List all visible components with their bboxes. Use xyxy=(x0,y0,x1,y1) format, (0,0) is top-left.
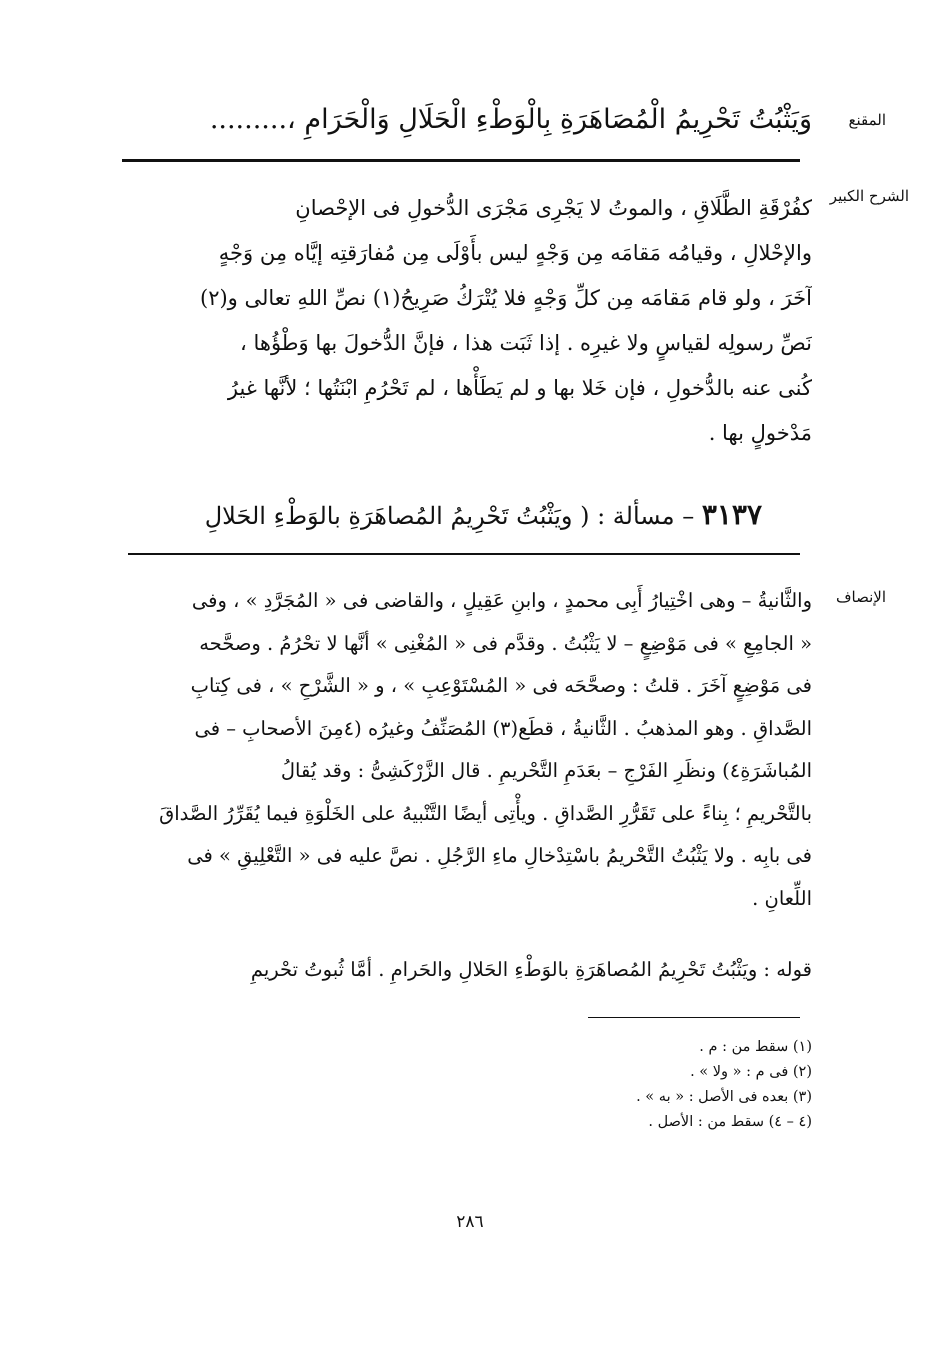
footnote: (٣) بعده فى الأصل : « به » . xyxy=(636,1089,812,1105)
insaf-line: الصَّداقِ . وهو المذهبُ . الثَّانيةُ ، قطَع(٣) المُصَنِّفُ وغيرُه (٤مِنَ الأصحابِ – فى xyxy=(194,716,812,740)
footnotes xyxy=(412,1035,812,1135)
insaf-line: المُباشَرَةِ٤) ونظَرِ الفَرْجِ – بعَدَمِ التَّحْريمِ . قال الزَّرْكَشِىُّ : وقد يُقالُ xyxy=(280,759,812,782)
sharh-line: كُنى عنه بالدُّخولِ ، فإن خَلا بها و لم يَطَأْها ، لم تَحْرُمِ ابْنَتُها ؛ لأنَّها غيرُ xyxy=(227,376,812,400)
masala-heading xyxy=(122,493,762,538)
insaf-line: والثَّانيةُ – وهى اخْتِيارُ أَبِى محمدٍ ، وابنِ عَقِيلٍ ، والقاضى فى « المُجَرَّدِ » ، وفى xyxy=(191,589,812,612)
masala-line xyxy=(122,493,762,538)
sharh-line: كفُرْقَةِ الطَّلَاقِ ، والموتُ لا يَجْرِى مَجْرَى الدُّخولِ فى الإحْصانِ xyxy=(295,196,812,220)
sharh-line: مَدْخولٍ بها . xyxy=(708,421,812,445)
masala-number: ٣١٣٧ xyxy=(701,498,762,531)
footnote: (١) سقط من : م . xyxy=(699,1039,812,1055)
footnote-rule xyxy=(588,1017,800,1018)
insaf-line: بالتَّحْريمِ ؛ بِناءً على تَقَرُّرِ الصَّداقِ . ويأْتِى أيضًا التَّنْبيهُ على الخَلْوَةِ فيما يُقَرِّرُ الصَّداقَ xyxy=(159,801,812,825)
sharh-line: آخَرَ ، ولو قام مَقامَه مِن كلِّ وَجْهٍ فلا يُتْرَكُ صَرِيحُ(١) نصِّ اللهِ تعالى و(٢) xyxy=(199,286,812,310)
margin-label-muqni: المقنع xyxy=(848,111,886,129)
sharh-line: والإحْلالِ ، وقيامُه مَقامَه مِن وَجْهٍ ليس بأَوْلَى مِن مُفارَقتِه إيَّاه مِن وَجْهٍ xyxy=(218,241,812,265)
header-rule xyxy=(122,159,800,162)
sharh-line: نَصِّ رسولِه لقياسٍ ولا غيرِه . إذا ثَبَت هذا ، فإنَّ الدُّخولَ بها وَطْؤُها ، xyxy=(240,331,812,355)
muqni-text xyxy=(112,98,812,142)
sharh-body xyxy=(126,186,812,456)
muqni-line: وَيَثْبُتُ تَحْرِيمُ الْمُصَاهَرَةِ بِالْوَطْءِ الْحَلَالِ وَالْحَرَامِ ،......... xyxy=(209,104,812,135)
footnote: (٤ – ٤) سقط من : الأصل . xyxy=(648,1114,812,1130)
insaf-line: فى مَوْضِعٍ آخَرَ . قلتُ : وصحَّحَه فى « المُسْتَوْعِبِ » ، و « الشَّرْحِ » ، فى كِتابِ xyxy=(190,674,812,697)
insaf-line: اللِّعانِ . xyxy=(752,886,812,910)
insaf-line: « الجامِعِ » فى مَوْضِعٍ – لا يَثْبُتُ . وقدَّم فى « المُغْنِى » أنَّها لا تحْرُمُ . وصحَّحه xyxy=(199,631,812,655)
section-rule xyxy=(128,553,800,555)
page-number: ٢٨٦ xyxy=(456,1212,484,1232)
footnote: (٢) فى م : « ولا » . xyxy=(690,1064,812,1080)
qawl-line-block xyxy=(142,950,812,990)
qawl-line: قوله : ويَثْبُتُ تَحْرِيمُ المُصاهَرَةِ بالوَطْءِ الحَلالِ والحَرامِ . أمَّا ثُبوتُ تحْريمِ xyxy=(250,958,812,981)
margin-label-sharh: الشرح الكبير xyxy=(829,187,909,205)
margin-label-insaf: الإنصاف xyxy=(835,588,886,606)
masala-text: – مسألة : ( ويَثْبُتُ تَحْرِيمُ المُصاهَرَةِ بالوَطْءِ الحَلالِ xyxy=(204,502,695,530)
insaf-body xyxy=(126,580,812,920)
insaf-line: فى بابِه . ولا يَثْبُتُ التَّحْريمُ باسْتِدْخالِ ماءِ الرَّجُلِ . نصَّ عليه فى « التَّعْلِيقِ » فى xyxy=(187,844,812,867)
